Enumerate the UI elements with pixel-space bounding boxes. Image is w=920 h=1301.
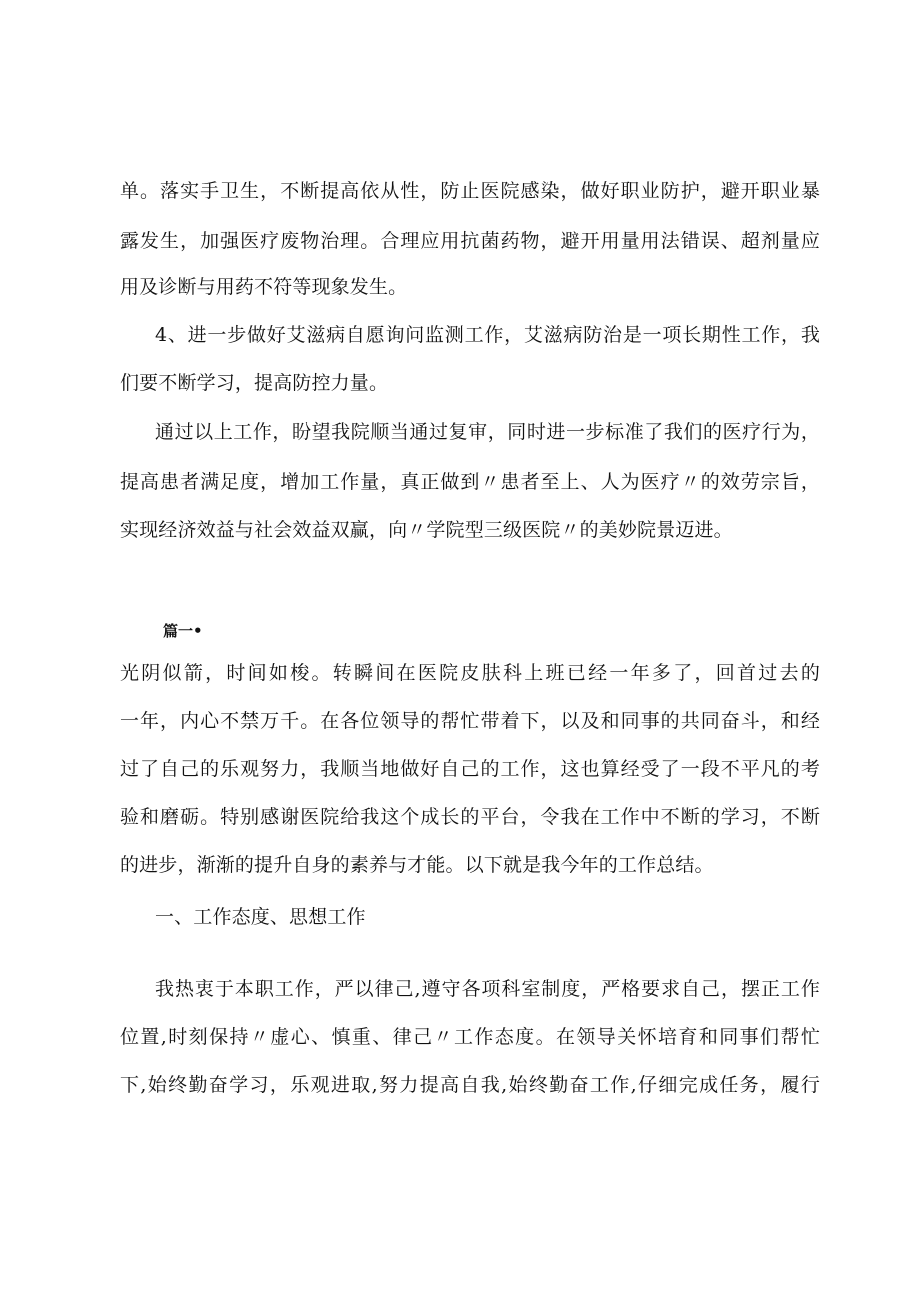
paragraph-3-line-2: 提高患者满足度，增加工作量，真正做到〃患者至上、人为医疗〃的效劳宗旨， xyxy=(120,471,820,493)
paragraph-1-line-3: 用及诊断与用药不符等现象发生。 xyxy=(120,276,408,298)
paragraph-1-line-1: 单。落实手卫生，不断提高依从性，防止医院感染，做好职业防护，避开职业暴 xyxy=(120,180,820,202)
paragraph-4-line-3: 过了自己的乐观努力，我顺当地做好自己的工作，这也算经受了一段不平凡的考 xyxy=(120,758,820,780)
paragraph-4-line-4: 验和磨砺。特别感谢医院给我这个成长的平台，令我在工作中不断的学习，不断 xyxy=(120,806,820,828)
paragraph-1-line-2: 露发生，加强医疗废物治理。合理应用抗菌药物，避开用量用法错误、超剂量应 xyxy=(120,230,820,252)
paragraph-3-line-1: 通过以上工作，盼望我院顺当通过复审，同时进一步标准了我们的医疗行为， xyxy=(155,421,820,443)
section-heading: 篇一• xyxy=(163,622,203,640)
paragraph-2-line-1: 4、进一步做好艾滋病自愿询问监测工作，艾滋病防治是一项长期性工作，我 xyxy=(155,324,820,346)
paragraph-5-line-1: 我热衷于本职工作，严以律己,遵守各项科室制度，严格要求自己，摆正工作 xyxy=(155,978,820,1000)
paragraph-5-line-2: 位置,时刻保持〃虚心、慎重、律己〃工作态度。在领导关怀培育和同事们帮忙 xyxy=(120,1026,820,1048)
paragraph-4-line-2: 一年，内心不禁万千。在各位领导的帮忙带着下，以及和同事的共同奋斗，和经 xyxy=(120,710,820,732)
paragraph-4-line-1: 光阴似箭，时间如梭。转瞬间在医院皮肤科上班已经一年多了，回首过去的 xyxy=(120,662,820,684)
paragraph-2-line-2: 们要不断学习，提高防控力量。 xyxy=(120,372,389,394)
paragraph-3-line-3: 实现经济效益与社会效益双赢，向〃学院型三级医院〃的美妙院景迈进。 xyxy=(120,519,733,541)
subheading: 一、工作态度、思想工作 xyxy=(155,906,366,928)
paragraph-4-line-5: 的进步，渐渐的提升自身的素养与才能。以下就是我今年的工作总结。 xyxy=(120,854,714,876)
paragraph-5-line-3: 下,始终勤奋学习，乐观进取,努力提高自我,始终勤奋工作,仔细完成任务，履行 xyxy=(120,1074,820,1096)
